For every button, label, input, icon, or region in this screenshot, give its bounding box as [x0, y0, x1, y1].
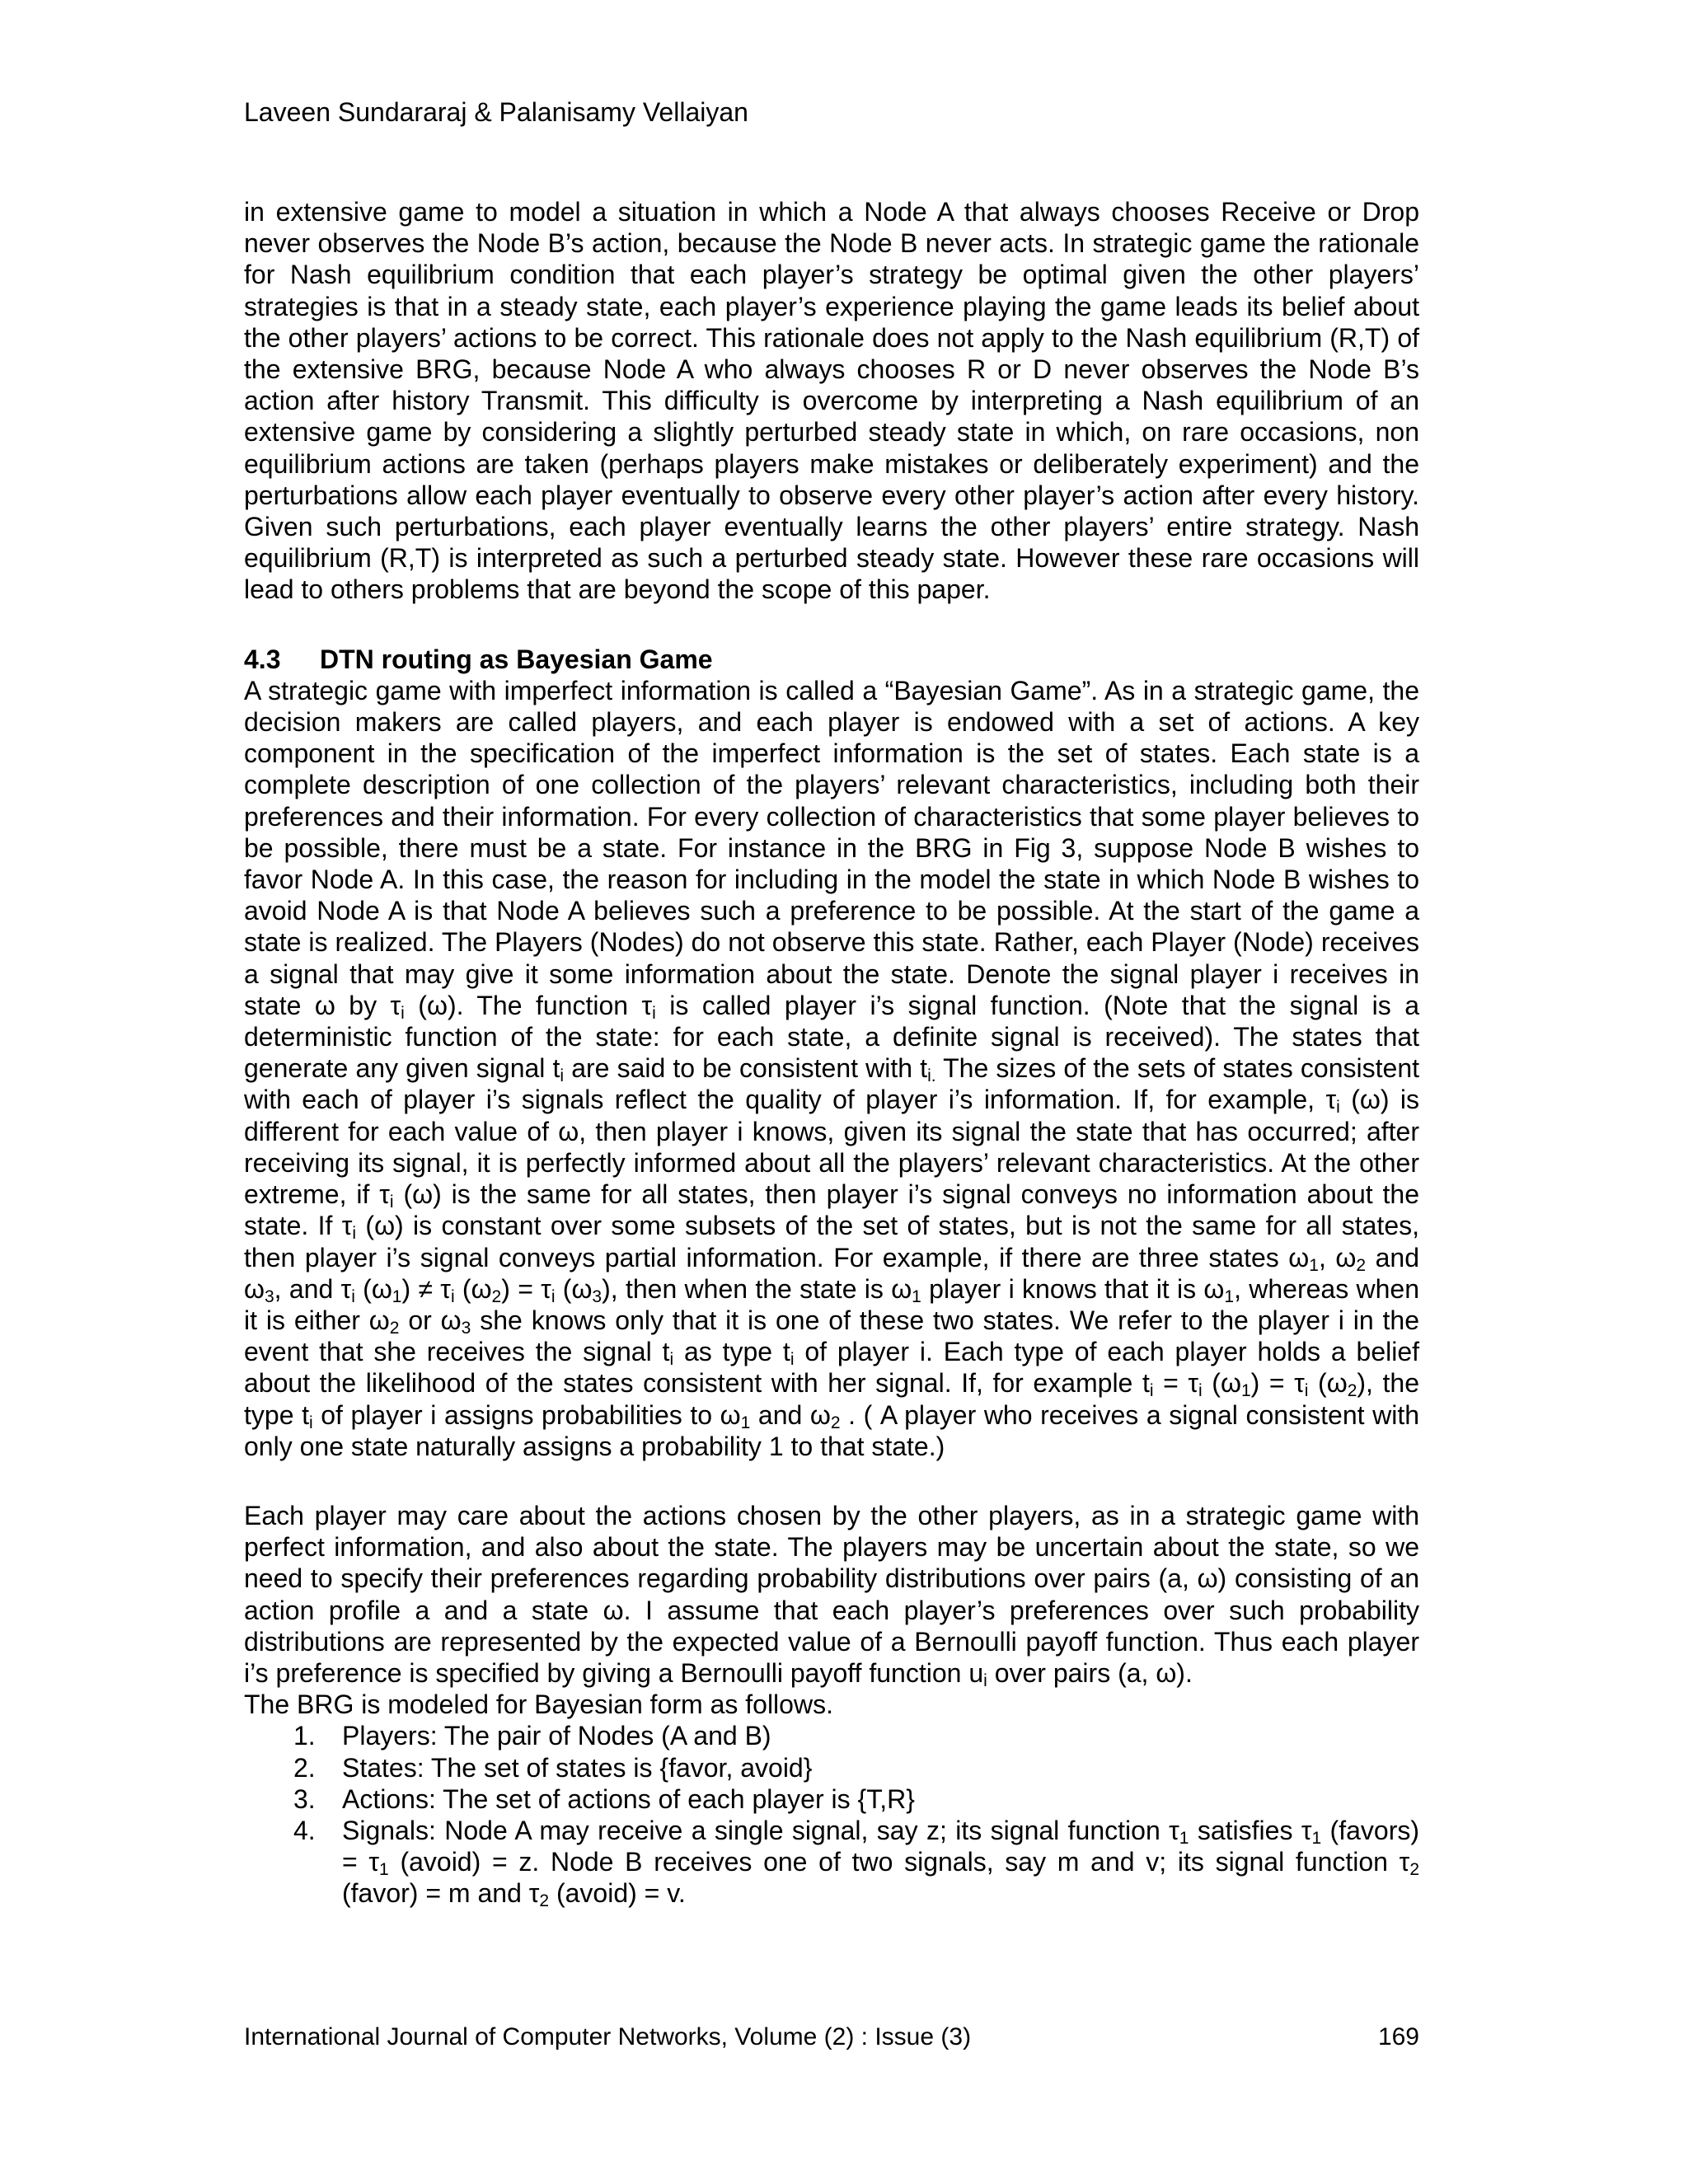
paragraph-preferences: Each player may care about the actions chosen by the other players, as in a strategic game with perfect information, and also about the state. The players may be uncertain about the state, so we need to specify their preferences regarding probability distributions over pairs (a, ω) consisting of an action profile a and a state ω. I assume that each player’s preferences over such probability distributions are represented by the expected value of a Bernoulli payoff function. Thus each player i’s preference is specified by giving a Bernoulli payoff function $u_i$ over pairs (a, ω).	[244, 1500, 1419, 1690]
section-title: DTN routing as Bayesian Game	[320, 644, 713, 674]
paragraph-brg-intro: The BRG is modeled for Bayesian form as follows.	[244, 1690, 833, 1720]
bayesian-form-list	[244, 1720, 1419, 1909]
list-item: 2. States: The set of states is {favor, avoid}	[293, 1752, 813, 1783]
list-item: 3. Actions: The set of actions of each player is {T,R}	[293, 1783, 915, 1814]
page-footer	[244, 2022, 1419, 2053]
paragraph-continuation: in extensive game to model a situation in which a Node A that always chooses Receive or Drop never observes the Node B’s action, because the Node B never acts. In strategic game the rationale for Nash equilibrium condition that each player’s strategy be optimal given the other players’ strategies is that in a steady state, each player’s experience playing the game leads its belief about the other players’ actions to be correct. This rationale does not apply to the Nash equilibrium (R,T) of the extensive BRG, because Node A who always chooses R or D never observes the Node B’s action after history Transmit. This difficulty is overcome by interpreting a Nash equilibrium of an extensive game by considering a slightly perturbed steady state in which, on rare occasions, non equilibrium actions are taken (perhaps players make mistakes or deliberately experiment) and the perturbations allow each player eventually to observe every other player’s action after every history. Given such perturbations, each player eventually learns the other players’ entire strategy. Nash equilibrium (R,T) is interpreted as such a perturbed steady state. However these rare occasions will lead to others problems that are beyond the scope of this paper.	[244, 197, 1419, 605]
list-item: 1. Players: The pair of Nodes (A and B)	[293, 1721, 771, 1751]
paragraph-bayesian-game: A strategic game with imperfect information is called a “Bayesian Game”. As in a strategic game, the decision makers are called players, and each player is endowed with a set of actions. A key component in the specification of the imperfect information is the set of states. Each state is a complete description of one collection of the players’ relevant characteristics, including both their preferences and their information. For every collection of characteristics that some player believes to be possible, there must be a state. For instance in the BRG in Fig 3, suppose Node B wishes to favor Node A. In this case, the reason for including in the model the state in which Node B wishes to avoid Node A is that Node A believes such a preference to be possible. At the start of the game a state is realized. The Players (Nodes) do not observe this state. Rather, each Player (Node) receives a signal that may give it some information about the state. Denote the signal player i receives in state ω by $\tau_i$ (ω). The function $\tau_i$ is called player i’s signal function. (Note that the signal is a deterministic function of the state: for each state, a definite signal is received). The states that generate any given signal $t_i$ are said to be consistent with $t_{i.}$ The sizes of the sets of states consistent with each of player i’s signals reflect the quality of player i’s information. If, for example, $\tau_i$ (ω) is different for each value of ω, then player i knows, given its signal the state that has occurred; after receiving its signal, it is perfectly informed about all the players’ relevant characteristics. At the other extreme, if $\tau_i$ (ω) is the same for all states, then player i’s signal conveys no information about the state. If $\tau_i$ (ω) is constant over some subsets of the set of states, but is not the same for all states, then player i’s signal conveys partial information. For example, if there are three states $\omega_1$, $\omega_2$ and $\omega_3$, and $\tau_i$ $(\omega_1) \ne \tau_i$ $(\omega_2) = \tau_i$ $(\omega_3)$, then when the state is $\omega_1$ player i knows that it is $\omega_1$, whereas when it is either $\omega_2$ or $\omega_3$ she knows only that it is one of these two states. We refer to the player i in the event that she receives the signal $t_i$ as type $t_i$ of player i. Each type of each player holds a belief about the likelihood of the states consistent with her signal. If, for example $t_i = \tau_i$ $(\omega_1) = \tau_i$ $(\omega_2)$, the type $t_i$ of player i assigns probabilities to $\omega_1$ and $\omega_2$ . ( A player who receives a signal consistent with only one state naturally assigns a probability 1 to that state.)	[244, 675, 1420, 1461]
list-item: 4. Signals: Node A may receive a single signal, say z; its signal function $\tau_1$ satisfies $\tau_1$ (favors) = $\tau_1$ (avoid) = z. Node B receives one of two signals, say m and v; its signal function $\tau_2$ (favor) = m and $\tau_2$ (avoid) = v.	[293, 1815, 1420, 1911]
page-number: 169	[1377, 2023, 1419, 2050]
journal-citation: International Journal of Computer Networks, Volume (2) : Issue (3)	[244, 2023, 972, 2050]
paragraph-gap	[244, 606, 1419, 644]
section-number: 4.3	[244, 644, 281, 674]
section-heading	[244, 644, 1419, 675]
paragraph-gap	[244, 1462, 1419, 1500]
running-header: Laveen Sundararaj & Palanisamy Vellaiyan	[244, 97, 748, 127]
main-text	[244, 196, 1419, 1910]
